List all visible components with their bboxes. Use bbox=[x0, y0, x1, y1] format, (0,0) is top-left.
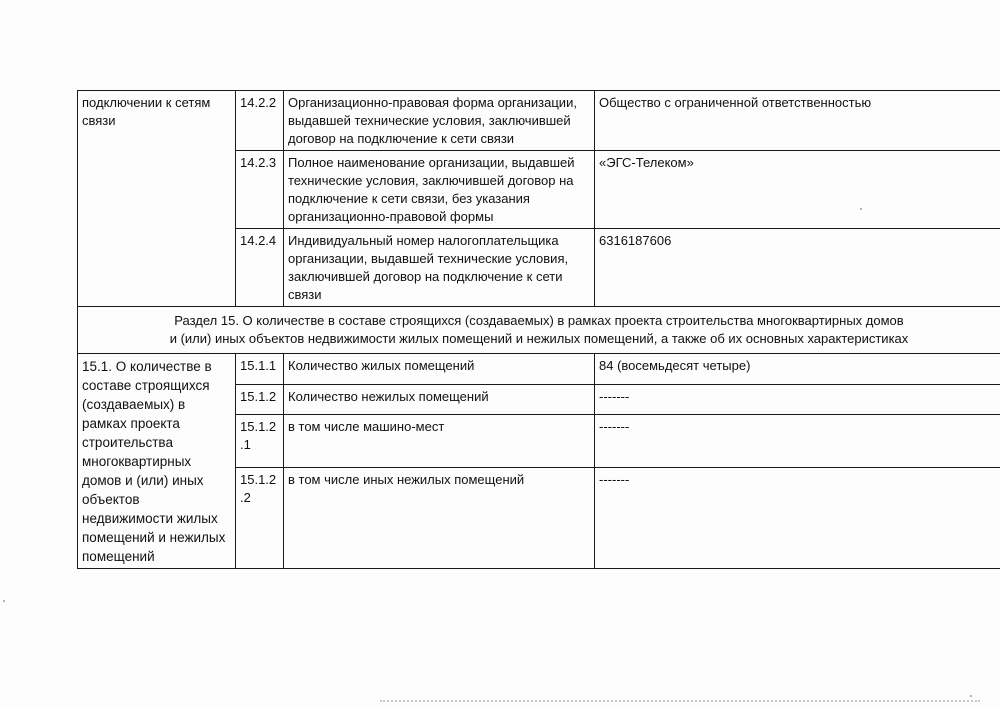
item-number-cell bbox=[236, 354, 284, 385]
item-number: 14.2.3 bbox=[240, 155, 277, 170]
item-number-cell bbox=[236, 415, 284, 468]
item-description-cell bbox=[284, 91, 595, 151]
scan-speck bbox=[3, 600, 5, 602]
item-description-cell bbox=[284, 415, 595, 468]
item-description: Количество жилых помещений bbox=[288, 358, 475, 373]
table-row bbox=[78, 91, 1000, 151]
section-title-line-2: и (или) иных объектов недвижимости жилых помещений и нежилых помещений, а также об их основных характеристиках bbox=[169, 331, 909, 346]
table-row bbox=[78, 354, 1000, 385]
item-value: ------- bbox=[599, 472, 630, 488]
item-description-cell bbox=[284, 468, 595, 569]
item-description: Организационно-правовая форма организации, выдавшей технические условия, заключившей договор на подключение к сети связи bbox=[288, 95, 577, 146]
item-number: 15.1.1 bbox=[240, 358, 277, 373]
item-value: 84 (восемьдесят четыре) bbox=[599, 358, 751, 373]
item-value-cell bbox=[595, 229, 1000, 307]
item-number: 15.1.2 bbox=[240, 388, 277, 404]
item-value-cell bbox=[595, 384, 1000, 415]
section-heading-row bbox=[78, 307, 1000, 354]
item-number: 14.2.2 bbox=[240, 95, 277, 110]
item-description: Количество нежилых помещений bbox=[288, 388, 489, 404]
item-description-cell bbox=[284, 384, 595, 415]
item-description-cell bbox=[284, 151, 595, 229]
item-value-cell bbox=[595, 415, 1000, 468]
item-value-cell bbox=[595, 151, 1000, 229]
item-number-cell bbox=[236, 384, 284, 415]
scan-speck bbox=[860, 208, 862, 210]
scan-speck bbox=[970, 695, 972, 697]
item-value: Общество с ограниченной ответственностью bbox=[599, 95, 872, 110]
scan-artifact-dots bbox=[380, 700, 980, 705]
row-group-label-text: подключении к сетям связи bbox=[82, 95, 211, 128]
item-value-cell bbox=[595, 468, 1000, 569]
item-description: в том числе машино-мест bbox=[288, 419, 445, 435]
item-number-cell bbox=[236, 91, 284, 151]
item-value: ------- bbox=[599, 388, 630, 404]
item-value-cell bbox=[595, 354, 1000, 385]
item-description: в том числе иных нежилых помещений bbox=[288, 472, 525, 488]
item-description: Полное наименование организации, выдавшей технические условия, заключившей договор на подключение к сети связи, без указания организационно-правовой формы bbox=[288, 155, 575, 224]
section-title-line-1: Раздел 15. О количестве в составе строящихся (создаваемых) в рамках проекта строительства многоквартирных домов bbox=[174, 313, 904, 328]
disclosure-table bbox=[77, 90, 1000, 569]
item-number: 14.2.4 bbox=[240, 233, 277, 248]
section-15-heading bbox=[78, 307, 1000, 354]
row-group-label-15 bbox=[78, 354, 236, 569]
item-number: 15.1.2.2 bbox=[240, 472, 277, 506]
item-value: 6316187606 bbox=[599, 233, 672, 248]
item-description-cell bbox=[284, 229, 595, 307]
item-number: 15.1.2.1 bbox=[240, 419, 277, 453]
item-value: «ЭГС-Телеком» bbox=[599, 155, 694, 170]
row-group-label-text: 15.1. О количестве в составе строящихся (создаваемых) в рамках проекта строительства многоквартирных домов и (или) иных объектов недвижимости жилых помещений и нежилых помещений bbox=[82, 359, 226, 564]
row-group-label-14 bbox=[78, 91, 236, 307]
item-value: ------- bbox=[599, 419, 630, 435]
item-description: Индивидуальный номер налогоплательщика организации, выдавшей технические условия, заключившей договор на подключение к сети связи bbox=[288, 233, 569, 302]
item-number-cell bbox=[236, 468, 284, 569]
item-number-cell bbox=[236, 151, 284, 229]
item-value-cell bbox=[595, 91, 1000, 151]
item-description-cell bbox=[284, 354, 595, 385]
item-number-cell bbox=[236, 229, 284, 307]
